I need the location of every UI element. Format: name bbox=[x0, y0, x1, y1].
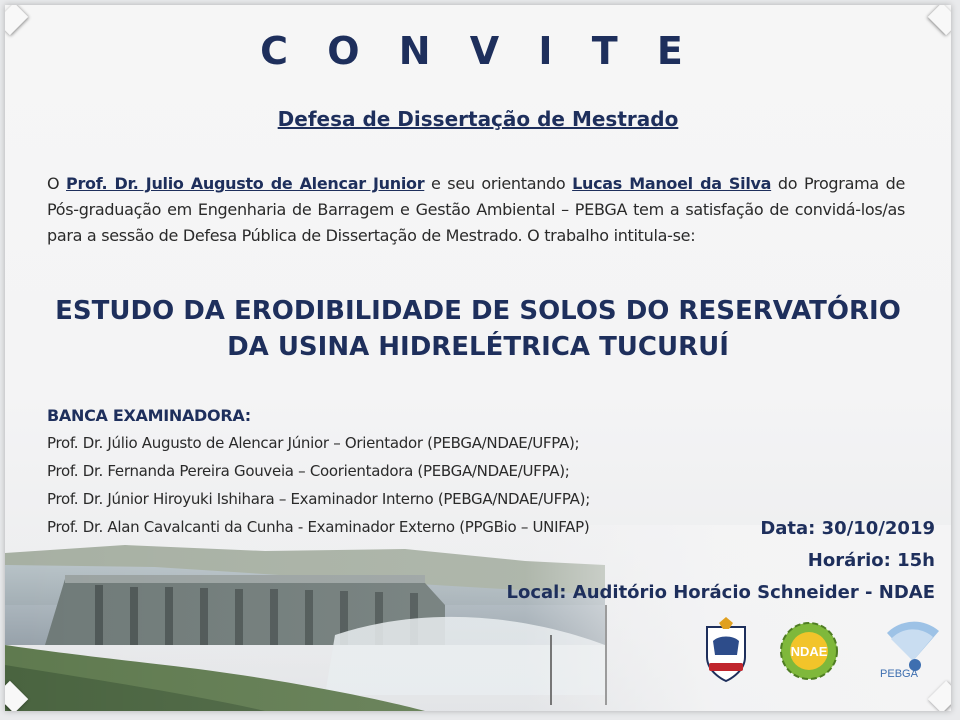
board-member: Prof. Dr. Alan Cavalcanti da Cunha - Examinador Externo (PPGBio – UNIFAP) bbox=[47, 518, 590, 536]
board-member: Prof. Dr. Júlio Augusto de Alencar Júnior – Orientador (PEBGA/NDAE/UFPA); bbox=[47, 434, 580, 452]
board-heading: BANCA EXAMINADORA: bbox=[47, 406, 251, 425]
event-info bbox=[506, 513, 935, 609]
invitation-title: C O N V I T E bbox=[260, 29, 696, 73]
ndae-logo-text: NDAE bbox=[790, 644, 828, 659]
intro-text-3: do Programa de Pós-graduação em Engenharia de Barragem e Gestão Ambiental – PEBGA tem a satisfação de convidá-los/as para a sessão de Defesa Pública de Dissertação de Mestrado. O trabalho intitula-se: bbox=[47, 174, 905, 245]
invitation-subtitle: Defesa de Dissertação de Mestrado bbox=[277, 107, 679, 131]
event-place: Local: Auditório Horácio Schneider - NDAE bbox=[506, 582, 935, 603]
event-date: Data: 30/10/2019 bbox=[760, 518, 935, 539]
thesis-title: ESTUDO DA ERODIBILIDADE DE SOLOS DO RESERVATÓRIO DA USINA HIDRELÉTRICA TUCURUÍ bbox=[55, 296, 901, 362]
ndae-logo bbox=[781, 623, 837, 679]
intro-paragraph bbox=[47, 171, 905, 249]
invitation-card bbox=[5, 5, 951, 711]
board-member: Prof. Dr. Júnior Hiroyuki Ishihara – Examinador Interno (PEBGA/NDAE/UFPA); bbox=[47, 490, 590, 508]
intro-text-1: O bbox=[47, 174, 67, 193]
pebga-logo bbox=[880, 622, 939, 680]
event-time: Horário: 15h bbox=[807, 550, 935, 571]
institution-logos bbox=[693, 617, 943, 687]
board-member: Prof. Dr. Fernanda Pereira Gouveia – Coorientadora (PEBGA/NDAE/UFPA); bbox=[47, 462, 570, 480]
ufpa-logo bbox=[707, 617, 745, 681]
student-name: Lucas Manoel da Silva bbox=[572, 174, 772, 193]
pebga-logo-text: PEBGA bbox=[880, 668, 918, 680]
advisor-name: Prof. Dr. Julio Augusto de Alencar Junior bbox=[66, 174, 425, 193]
intro-text-2: e seu orientando bbox=[424, 174, 573, 193]
